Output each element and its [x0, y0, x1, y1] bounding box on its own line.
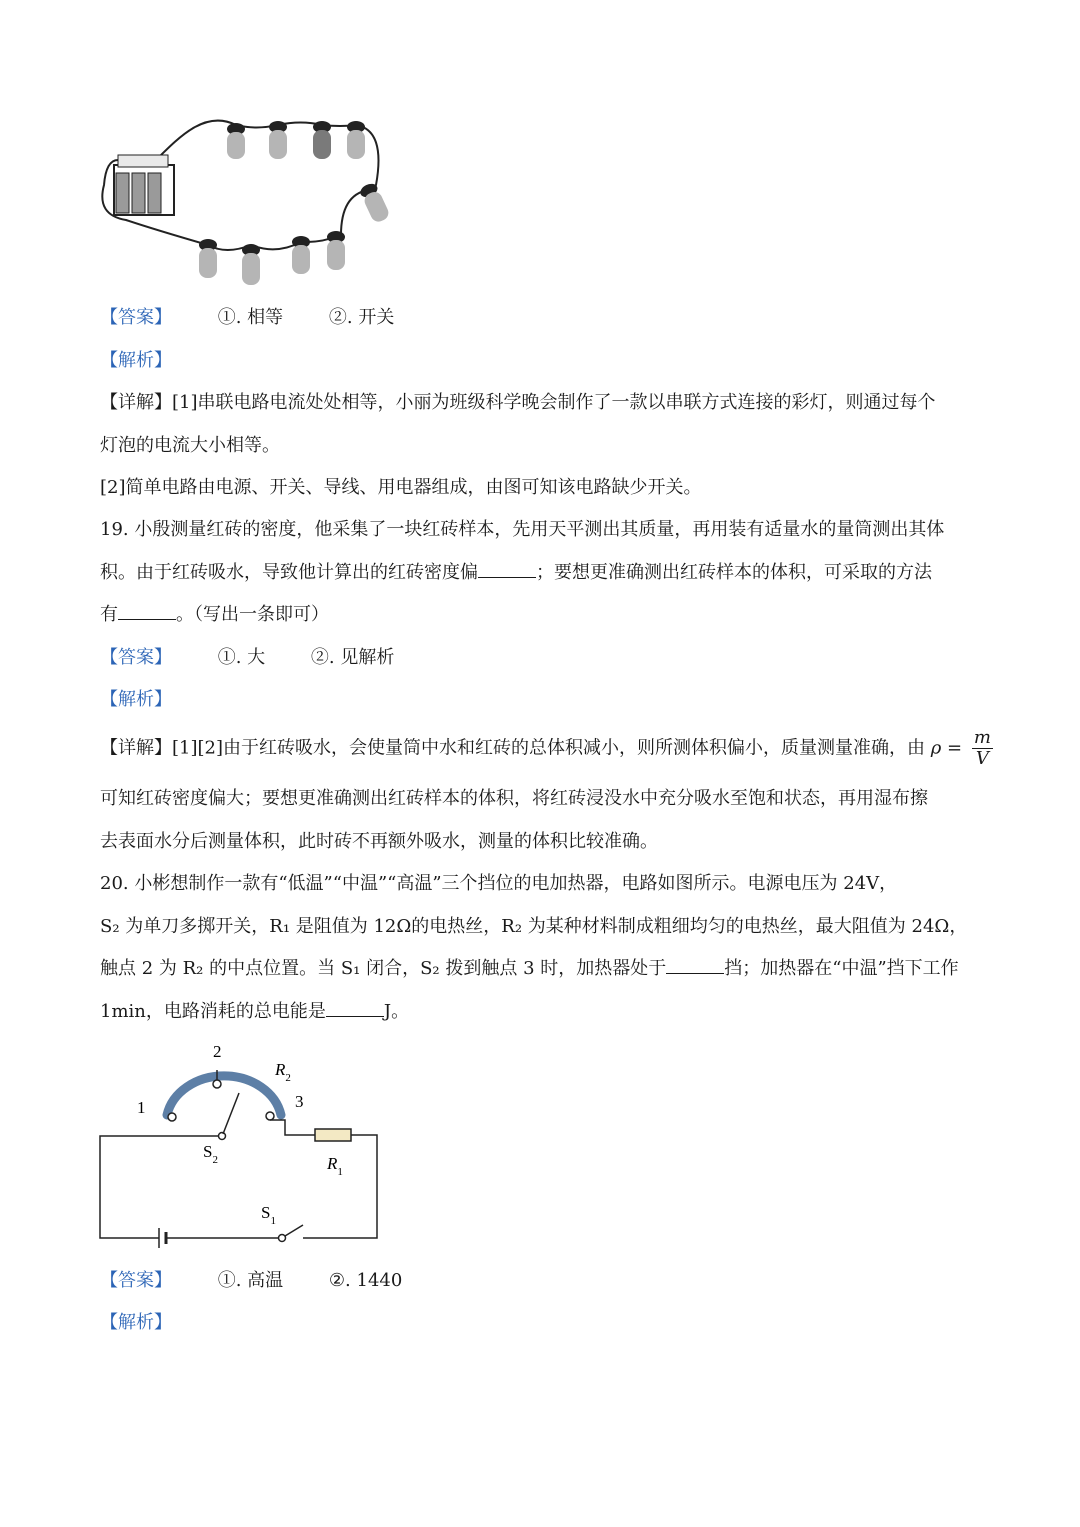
contact-3	[266, 1112, 274, 1120]
answer-2: ②. 开关	[328, 307, 395, 328]
answer-blank	[666, 957, 724, 974]
q19-text: 。（写出一条即可）	[176, 604, 329, 625]
q20-line-2: S₂ 为单刀多掷开关，R₁ 是阻值为 12Ω的电热丝，R₂ 为某种材料制成粗细均匀的电热丝，最大阻值为 24Ω，	[100, 916, 968, 937]
answer-tag: 【答案】	[100, 1270, 172, 1291]
q19-detail-line-2: 可知红砖密度偏大；要想更准确测出红砖样本的体积，将红砖浸没水中充分吸水至饱和状态，再用湿布擦	[100, 788, 928, 809]
q19-text: ；要想更准确测出红砖样本的体积，可采取的方法	[536, 562, 932, 583]
contact-2	[213, 1080, 221, 1088]
series-lights-figure	[96, 105, 396, 290]
q19-detail-line-1	[100, 728, 993, 769]
answer-2: ②. 1440	[328, 1270, 403, 1291]
density-formula: ρ =	[930, 737, 963, 759]
answer-1: ①. 大	[217, 647, 266, 668]
q19-analysis	[100, 688, 172, 712]
answer-blank	[478, 561, 536, 578]
wire	[100, 1136, 218, 1238]
r2-arc	[167, 1076, 281, 1115]
q18-detail-line-1	[100, 391, 936, 415]
answer-1: ①. 相等	[217, 307, 284, 328]
label-s2: $S_2$	[203, 1142, 218, 1166]
detail-text: [1]串联电路电流处处相等，小丽为班级科学晚会制作了一款以串联方式连接的彩灯，则通过每个	[172, 392, 936, 413]
analysis-tag: 【解析】	[100, 350, 172, 371]
bulb-icon	[292, 236, 310, 274]
q19-line-2	[100, 561, 932, 585]
label-3: 3	[295, 1092, 304, 1111]
q20-text: 触点 2 为 R₂ 的中点位置。当 S₁ 闭合，S₂ 拨到触点 3 时，加热器处于	[100, 958, 667, 979]
label-r1: $R_1$	[327, 1154, 343, 1178]
q20-analysis	[100, 1311, 172, 1335]
q19-answer	[100, 646, 394, 670]
detail-text: [1][2]由于红砖吸水，会使量筒中水和红砖的总体积减小，则所测体积偏小，质量测量准确，由	[172, 737, 925, 759]
q20-line-4	[100, 1000, 409, 1024]
contact-1	[168, 1113, 176, 1121]
q19-line-1: 19. 小殷测量红砖的密度，他采集了一块红砖样本，先用天平测出其质量，再用装有适量水的量筒测出其体	[100, 519, 945, 540]
q20-text: 挡；加热器在“中温”挡下工作	[724, 958, 959, 979]
switch-s1-contact	[279, 1235, 286, 1242]
wire	[270, 1120, 315, 1135]
heater-circuit-figure	[95, 1035, 395, 1255]
switch-s2-blade	[223, 1093, 239, 1134]
bulb-icon	[313, 121, 331, 159]
q18-analysis	[100, 349, 172, 373]
analysis-tag: 【解析】	[100, 689, 172, 710]
q19-line-3	[100, 603, 329, 627]
answer-blank	[118, 603, 176, 620]
analysis-tag: 【解析】	[100, 1312, 172, 1333]
bulb-icon	[358, 181, 391, 224]
wire	[303, 1135, 377, 1238]
q18-detail-line-2: 灯泡的电流大小相等。	[100, 435, 280, 456]
answer-1: ①. 高温	[217, 1270, 284, 1291]
label-1: 1	[137, 1098, 146, 1117]
denominator: V	[975, 748, 989, 769]
q19-detail-line-3: 去表面水分后测量体积，此时砖不再额外吸水，测量的体积比较准确。	[100, 831, 658, 852]
answer-2: ②. 见解析	[310, 647, 395, 668]
bulb-icon	[327, 231, 345, 270]
q20-answer	[100, 1269, 402, 1293]
q20-line-1: 20. 小彬想制作一款有“低温”“中温”“高温”三个挡位的电加热器，电路如图所示。电源电压为 24V，	[100, 873, 898, 894]
q18-detail-line-3: [2]简单电路由电源、开关、导线、用电器组成，由图可知该电路缺少开关。	[100, 477, 702, 498]
resistor-r1	[315, 1129, 351, 1141]
q20-text: J。	[383, 1001, 410, 1022]
answer-tag: 【答案】	[100, 647, 172, 668]
q19-text: 积。由于红砖吸水，导致他计算出的红砖密度偏	[100, 562, 478, 583]
label-2: 2	[213, 1042, 222, 1061]
label-s1: $S_1$	[261, 1203, 276, 1227]
switch-s2-pivot	[219, 1133, 226, 1140]
switch-s1-blade	[285, 1225, 303, 1236]
bulb-icon	[347, 121, 365, 159]
q20-text: 1min，电路消耗的总电能是	[100, 1001, 326, 1022]
fraction	[972, 728, 993, 769]
q18-answer	[100, 306, 394, 330]
bulb-icon	[242, 244, 260, 285]
detail-tag: 【详解】	[100, 737, 172, 759]
wire	[156, 120, 236, 160]
bulb-icon	[227, 123, 245, 159]
bulb-icon	[269, 121, 287, 159]
q20-line-3	[100, 957, 959, 981]
answer-tag: 【答案】	[100, 307, 172, 328]
numerator: m	[973, 727, 991, 748]
q19-text: 有	[100, 604, 118, 625]
battery-icon	[114, 155, 174, 215]
answer-blank	[326, 1000, 384, 1017]
label-r2: $R_2$	[275, 1060, 291, 1084]
detail-tag: 【详解】	[100, 392, 172, 413]
bulb-icon	[199, 239, 217, 278]
